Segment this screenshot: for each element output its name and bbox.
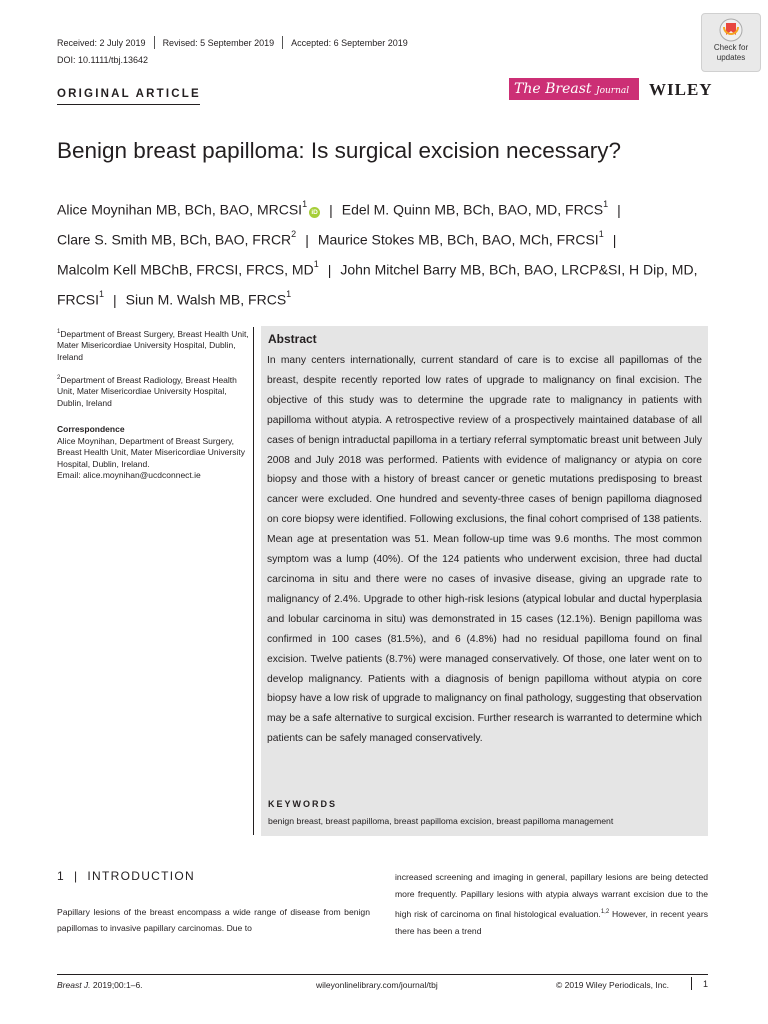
footer-citation — [57, 980, 143, 990]
article-title: Benign breast papilloma: Is surgical excision necessary? — [57, 138, 622, 163]
check-updates-line2: updates — [716, 53, 746, 62]
revised-date: Revised: 5 September 2019 — [162, 37, 275, 48]
body-text-left: Papillary lesions of the breast encompass a wide range of disease from benign papillomas to invasive papillary carcinomas. Due to — [57, 907, 370, 933]
section-title: INTRODUCTION — [87, 869, 195, 883]
citation-journal: Breast J. — [57, 980, 91, 990]
author-list — [57, 193, 717, 314]
page-number: 1 — [703, 979, 709, 989]
body-text-right — [395, 869, 708, 940]
affiliation-text: Department of Breast Surgery, Breast Health Unit, Mater Misericordiae University Hospital, Dublin, Ireland — [57, 328, 249, 362]
article-dates — [57, 36, 408, 49]
citation-details: 2019;00:1–6. — [90, 980, 143, 990]
article-type-underline — [57, 104, 200, 105]
affiliation-number: 1 — [57, 329, 61, 335]
affiliation-number: 2 — [57, 375, 61, 381]
author-affiliation-ref: 1 — [603, 199, 609, 209]
orcid-icon[interactable]: iD — [309, 207, 320, 218]
divider — [154, 36, 155, 49]
keywords-list: benign breast, breast papilloma, breast papilloma excision, breast papilloma management — [268, 816, 614, 826]
author-separator: | — [305, 231, 309, 248]
author-affiliation-ref: 1 — [286, 289, 292, 300]
reference-link[interactable]: 1,2 — [600, 908, 610, 915]
author-affiliation-ref: 1 — [598, 229, 604, 240]
journal-logo — [509, 78, 639, 100]
journal-logo-main: The Breast — [514, 81, 592, 97]
publisher-logo: WILEY — [649, 80, 713, 99]
article-type: ORIGINAL ARTICLE — [57, 88, 201, 100]
body-text-part: increased screening and imaging in general, papillary lesions are being detected more frequently. Papillary lesions with atypia always warrant excision due to the high risk of carcinoma on final histological evaluation. — [395, 872, 708, 919]
author-name[interactable]: Clare S. Smith MB, BCh, BAO, FRCR — [57, 231, 292, 248]
received-date: Received: 2 July 2019 — [57, 37, 146, 48]
section-separator: | — [73, 869, 79, 883]
journal-url[interactable]: wileyonlinelibrary.com/journal/tbj — [316, 980, 438, 990]
author-name[interactable]: John Mitchel Barry MB, BCh, BAO, LRCP&SI, H Dip, MD, FRCSI — [57, 261, 698, 309]
column-divider — [253, 327, 254, 835]
author-name[interactable]: Alice Moynihan MB, BCh, BAO, MRCSI — [57, 201, 303, 218]
affiliation-text: Department of Breast Radiology, Breast Health Unit, Mater Misericordiae University Hospital, Dublin, Ireland — [57, 374, 237, 408]
correspondence-heading: Correspondence — [57, 424, 125, 434]
bookmark-ribbon-icon — [718, 18, 744, 42]
abstract-text: In many centers internationally, current standard of care is to excise all papillomas of the breast, despite recently reported low rates of upgrade to malignancy on final excision. The objective of this study was to determine the upgrade rate to malignancy in patients with papilloma without atypia. A retrospective review of a prospectively maintained database of all cases of benign intraductal papilloma in a tertiary referral symptomatic breast unit between July 2008 and July 2018 was performed. Patients with evidence of malignancy or atypia on core biopsy and those with a history of breast cancer or genetic mutations predisposing to breast cancer were excluded. One hundred and seventy-three cases of benign papilloma diagnosed on core biopsy were identified. Following exclusions, the final cohort comprised of 138 patients. Mean age at presentation was 51. Mean follow-up time was 9.6 months. The most common symptom was a lump (40%). Of the 124 patients who underwent excision, three had ductal carcinoma in situ and there were no cases of invasive disease, giving an upgrade rate to malignancy of 2.4%. Upgrade to other high-risk lesions (atypical lobular and ductal hyperplasia and lobular carcinoma in situ) was demonstrated in 15 cases (12.1%). Benign papilloma was confirmed in 100 cases (81.5%), and 6 (4.8%) had no residual papilloma found on final excision. Twelve patients (8.7%) were managed conservatively. Of those, one later went on to develop malignancy. Patients with a diagnosis of benign papilloma without atypia on core biopsy have a low risk of upgrade to malignancy on final pathology, suggesting that observation may be a safe alternative to surgical excision. Further research is warranted to determine which patients can be safely managed conservatively. — [267, 355, 702, 745]
author-separator: | — [113, 292, 117, 309]
author-separator: | — [329, 201, 333, 218]
author-affiliation-ref: 2 — [291, 229, 297, 240]
journal-logo-small: Journal — [595, 86, 630, 96]
author-separator: | — [327, 261, 332, 278]
correspondence-email[interactable]: Email: alice.moynihan@ucdconnect.ie — [57, 470, 201, 480]
section-heading — [57, 869, 195, 883]
author-name[interactable]: Edel M. Quinn MB, BCh, BAO, MD, FRCS — [341, 201, 604, 218]
author-name[interactable]: Siun M. Walsh MB, FRCS — [125, 292, 287, 309]
section-number: 1 — [57, 869, 65, 883]
copyright: © 2019 Wiley Periodicals, Inc. — [556, 980, 670, 990]
accepted-date: Accepted: 6 September 2019 — [291, 37, 408, 48]
author-separator: | — [617, 201, 621, 218]
correspondence — [57, 424, 249, 482]
author-separator: | — [612, 231, 617, 248]
author-affiliation-ref: 1 — [302, 199, 308, 209]
check-for-updates-button[interactable] — [701, 13, 761, 72]
doi[interactable]: DOI: 10.1111/tbj.13642 — [57, 55, 149, 65]
abstract-heading: Abstract — [268, 332, 317, 346]
author-name[interactable]: Maurice Stokes MB, BCh, BAO, MCh, FRCSI — [317, 231, 599, 248]
keywords-heading: KEYWORDS — [268, 799, 338, 809]
affiliation — [57, 373, 249, 409]
check-updates-line1: Check for — [713, 43, 749, 52]
divider — [282, 36, 283, 49]
correspondence-address: Alice Moynihan, Department of Breast Surgery, Breast Health Unit, Mater Misericordiae University Hospital, Dublin, Ireland. — [57, 435, 246, 469]
author-affiliation-ref: 1 — [313, 259, 319, 270]
affiliation — [57, 327, 249, 363]
author-affiliation-ref: 1 — [99, 289, 105, 300]
footer-divider — [691, 977, 692, 990]
author-name[interactable]: Malcolm Kell MBChB, FRCSI, FRCS, MD — [57, 261, 314, 278]
body-text-part: However, in recent years there has been a trend — [395, 908, 708, 937]
footer-rule — [57, 974, 708, 975]
